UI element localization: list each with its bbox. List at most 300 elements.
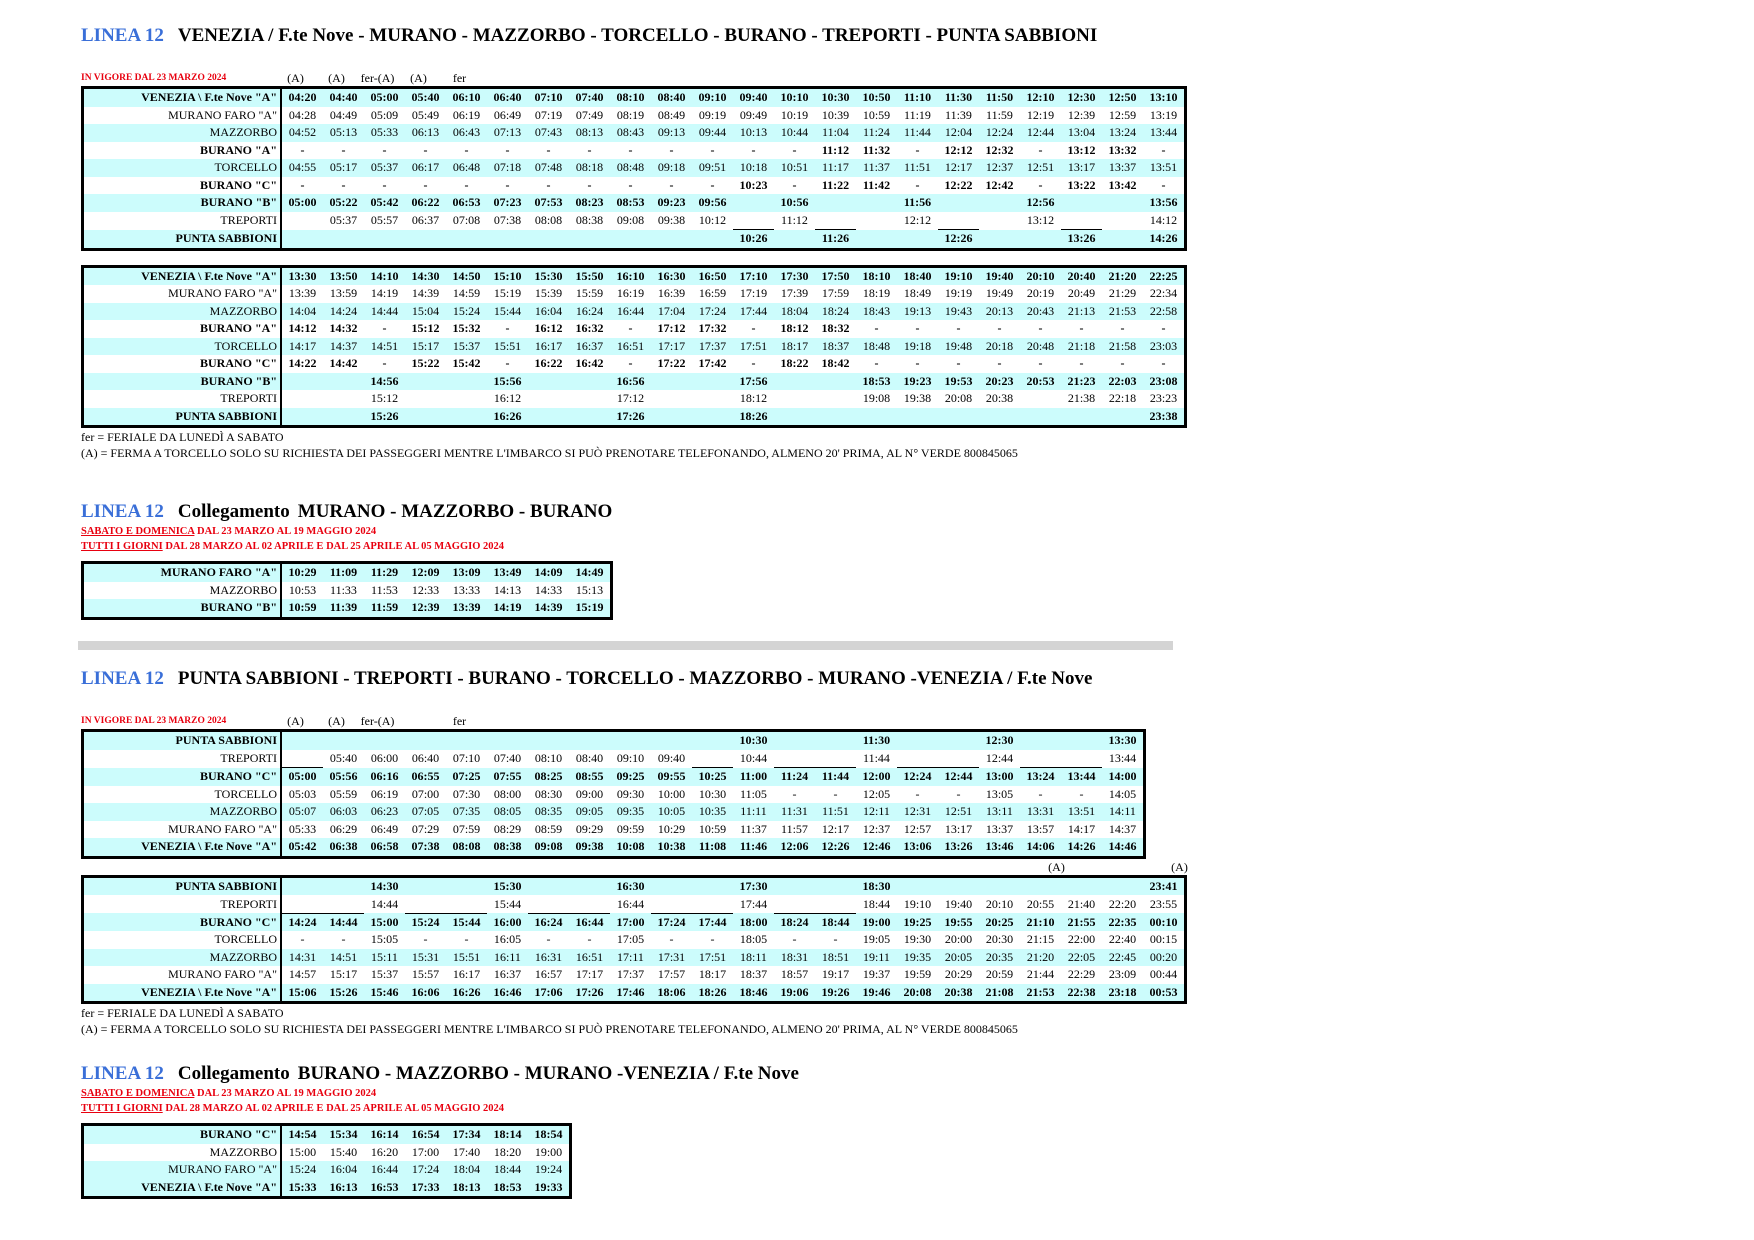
departure-time: -: [792, 786, 797, 801]
departure-time: [733, 194, 774, 212]
departure-time: 08:13: [569, 124, 610, 142]
departure-time: 15:37: [446, 338, 487, 356]
departure-time: 18:06: [651, 984, 692, 1003]
note-fer: fer = FERIALE DA LUNEDÌ A SABATO: [81, 430, 284, 444]
departure-time: 19:17: [821, 967, 850, 982]
validity-daily: [81, 1101, 799, 1116]
departure-time: 08:23: [569, 194, 610, 212]
departure-time: [938, 750, 979, 768]
departure-time: 10:12: [698, 213, 727, 227]
departure-time: 14:24: [281, 913, 323, 931]
departure-time: 13:57: [1026, 821, 1055, 836]
table-row: [83, 1125, 571, 1144]
departure-time: 16:22: [534, 356, 563, 371]
departure-time: 12:51: [938, 803, 979, 821]
departure-time: [569, 230, 610, 250]
section-divider: [78, 641, 1173, 650]
departure-time: 17:04: [651, 303, 692, 321]
departure-time: 15:56: [487, 373, 528, 391]
departure-time: 22:38: [1061, 984, 1102, 1003]
departure-time: 10:44: [739, 751, 768, 765]
departure-time: 11:57: [781, 821, 808, 836]
line-number: LINEA 12: [81, 668, 164, 689]
departure-time: -: [997, 321, 1002, 336]
departure-time: 17:50: [815, 266, 856, 285]
departure-time: 06:37: [411, 213, 440, 227]
departure-time: 17:51: [692, 949, 733, 967]
departure-time: 10:05: [651, 803, 692, 821]
departure-time: 17:37: [692, 338, 733, 356]
departure-time: 20:00: [944, 932, 973, 947]
departure-time: 18:57: [780, 967, 809, 982]
departure-time: 08:10: [610, 88, 651, 107]
departure-time: [815, 408, 856, 427]
departure-time: 09:59: [616, 821, 645, 836]
departure-time: -: [464, 142, 469, 157]
departure-time: 08:55: [569, 768, 610, 786]
departure-time: [979, 212, 1020, 230]
departure-time: 05:57: [370, 213, 399, 227]
departure-time: [651, 731, 692, 750]
departure-time: 20:19: [1026, 286, 1055, 301]
departure-time: 20:25: [979, 913, 1020, 931]
table-row: [83, 88, 1186, 107]
departure-time: 11:53: [371, 582, 398, 597]
departure-time: 05:00: [281, 768, 323, 786]
stop-name: PUNTA SABBIONI: [83, 408, 282, 427]
departure-time: [979, 876, 1020, 895]
departure-time: 19:25: [897, 913, 938, 931]
departure-time: 15:19: [493, 286, 522, 301]
departure-time: 18:19: [862, 286, 891, 301]
departure-time: 14:44: [370, 896, 399, 911]
departure-time: 14:39: [528, 599, 569, 618]
departure-time: [815, 390, 856, 408]
departure-time: 09:05: [569, 803, 610, 821]
departure-time: 11:09: [323, 563, 364, 582]
departure-time: 16:44: [569, 913, 610, 931]
route-name: VENEZIA / F.te Nove - MURANO - MAZZORBO - TORCELLO - BURANO - TREPORTI - PUNTA SABBIONI: [177, 25, 1098, 46]
departure-time: 11:26: [815, 230, 856, 250]
table-row: [83, 750, 1145, 768]
departure-time: 15:17: [329, 967, 358, 982]
departure-time: 18:30: [856, 876, 897, 895]
departure-time: 10:59: [698, 821, 727, 836]
stop-name: VENEZIA \ F.te Nove "A": [83, 88, 282, 107]
departure-time: 08:10: [534, 751, 563, 765]
table-row: [83, 599, 612, 618]
departure-time: 17:00: [411, 1144, 440, 1159]
departure-time: 13:04: [1061, 124, 1102, 142]
departure-time: 21:13: [1061, 303, 1102, 321]
departure-time: [323, 876, 364, 895]
departure-time: 16:05: [493, 932, 522, 947]
table-row: [83, 320, 1186, 338]
departure-time: [815, 194, 856, 212]
departure-time: -: [1079, 786, 1084, 801]
departure-time: 17:30: [733, 876, 774, 895]
departure-time: 16:10: [610, 266, 651, 285]
departure-time: 11:17: [815, 159, 856, 177]
departure-time: 16:04: [528, 303, 569, 321]
departure-time: 06:49: [370, 821, 399, 836]
stop-name: BURANO "C": [83, 1125, 282, 1144]
departure-time: -: [792, 142, 797, 157]
departure-time: [528, 230, 569, 250]
validity-daily-period: DAL 28 MARZO AL 02 APRILE E DAL 25 APRILE AL 05 MAGGIO 2024: [162, 541, 505, 552]
departure-time: 20:48: [1020, 338, 1061, 356]
departure-time: 06:40: [487, 88, 528, 107]
departure-time: 16:24: [528, 913, 569, 931]
departure-time: 14:57: [288, 967, 317, 982]
departure-time: 19:11: [856, 949, 897, 967]
departure-time: 07:25: [446, 768, 487, 786]
departure-time: 06:49: [493, 107, 522, 122]
departure-time: 23:09: [1108, 967, 1137, 982]
departure-time: 11:59: [364, 599, 405, 618]
departure-time: 15:31: [405, 949, 446, 967]
departure-time: 00:44: [1149, 967, 1178, 982]
departure-time: 13:06: [897, 838, 938, 857]
departure-time: 12:22: [944, 177, 973, 192]
departure-time: -: [1161, 321, 1166, 336]
departure-time: 12:05: [862, 786, 891, 801]
table-row: [83, 285, 1186, 303]
departure-time: 06:13: [405, 124, 446, 142]
departure-time: 09:51: [692, 159, 733, 177]
departure-time: [569, 731, 610, 750]
departure-time: 18:32: [821, 321, 850, 336]
departure-time: 22:18: [1108, 391, 1137, 406]
section-title: [81, 667, 1187, 691]
departure-time: 19:30: [903, 932, 932, 947]
departure-time: 09:08: [528, 838, 569, 857]
departure-time: 18:17: [698, 967, 727, 982]
departure-time: 08:40: [651, 88, 692, 107]
table-row: [83, 266, 1186, 285]
departure-time: 13:24: [1102, 124, 1143, 142]
departure-time: 17:00: [610, 913, 651, 931]
departure-time: [528, 731, 569, 750]
departure-time: [774, 373, 815, 391]
departure-time: 19:53: [938, 373, 979, 391]
departure-time: 05:09: [370, 107, 399, 122]
departure-time: 16:11: [487, 949, 528, 967]
table-row: [83, 731, 1145, 750]
departure-time: 19:40: [944, 896, 973, 911]
validity-label: IN VIGORE DAL 23 MARZO 2024: [81, 73, 227, 83]
departure-time: [1102, 194, 1143, 212]
departure-time: 18:04: [774, 303, 815, 321]
departure-time: [323, 390, 364, 408]
mark: (A): [1048, 859, 1065, 874]
departure-time: 14:44: [323, 913, 364, 931]
departure-time: 12:30: [1061, 88, 1102, 107]
stop-name: TORCELLO: [83, 338, 282, 356]
departure-time: 09:29: [575, 821, 604, 836]
departure-time: 15:00: [288, 1144, 317, 1159]
validity-weekend-days: SABATO E DOMENICA: [81, 1088, 195, 1099]
departure-time: 16:54: [405, 1125, 446, 1144]
departure-time: 16:39: [657, 286, 686, 301]
table-row: [83, 338, 1186, 356]
departure-time: -: [956, 321, 961, 336]
departure-time: 10:51: [774, 159, 815, 177]
departure-time: -: [1161, 177, 1166, 192]
departure-time: 20:49: [1067, 286, 1096, 301]
departure-time: [1061, 731, 1102, 750]
table-row: [83, 303, 1186, 321]
departure-time: 16:26: [446, 984, 487, 1003]
departure-time: 07:55: [487, 768, 528, 786]
stop-name: BURANO "A": [83, 142, 282, 160]
departure-time: -: [874, 321, 879, 336]
departure-time: 21:40: [1067, 896, 1096, 911]
departure-time: 07:05: [405, 803, 446, 821]
departure-time: [1020, 230, 1061, 250]
departure-time: 20:23: [979, 373, 1020, 391]
departure-time: 20:08: [897, 984, 938, 1003]
route-name: MURANO - MAZZORBO - BURANO: [297, 501, 613, 522]
departure-time: [569, 895, 610, 913]
departure-time: 22:58: [1143, 303, 1186, 321]
departure-time: [692, 408, 733, 427]
departure-time: 15:50: [569, 266, 610, 285]
departure-time: [774, 731, 815, 750]
departure-time: [897, 731, 938, 750]
departure-time: 17:46: [610, 984, 651, 1003]
departure-time: 14:46: [1102, 838, 1145, 857]
validity-weekend-days: SABATO E DOMENICA: [81, 526, 195, 537]
departure-time: 07:59: [452, 821, 481, 836]
departure-time: 21:55: [1061, 913, 1102, 931]
departure-time: 13:42: [1108, 177, 1137, 192]
departure-time: [815, 750, 856, 768]
departure-time: 00:53: [1143, 984, 1186, 1003]
departure-time: 13:30: [1102, 731, 1145, 750]
departure-time: [446, 408, 487, 427]
departure-time: 11:08: [692, 838, 733, 857]
departure-time: [774, 390, 815, 408]
departure-time: [446, 876, 487, 895]
departure-time: 16:04: [323, 1161, 364, 1179]
stop-name: MURANO FARO "A": [83, 966, 282, 984]
departure-time: 16:12: [534, 321, 563, 336]
departure-time: 04:49: [329, 107, 358, 122]
departure-time: [364, 230, 405, 250]
departure-time: 20:10: [985, 896, 1014, 911]
departure-time: 09:30: [616, 786, 645, 801]
departure-time: 14:56: [364, 373, 405, 391]
departure-time: -: [628, 321, 633, 336]
departure-time: 10:39: [821, 107, 850, 122]
departure-time: [323, 408, 364, 427]
departure-time: 07:08: [452, 213, 481, 227]
departure-time: 11:56: [897, 194, 938, 212]
departure-time: 15:44: [493, 896, 522, 911]
departure-time: 07:38: [493, 213, 522, 227]
departure-time: 07:40: [569, 88, 610, 107]
departure-time: 11:32: [862, 142, 891, 157]
departure-time: 22:29: [1067, 967, 1096, 982]
departure-time: 16:19: [616, 286, 645, 301]
departure-time: [610, 230, 651, 250]
departure-time: 21:10: [1020, 913, 1061, 931]
departure-time: 12:09: [405, 563, 446, 582]
departure-time: 14:49: [569, 563, 612, 582]
departure-time: 09:08: [616, 213, 645, 227]
departure-time: [1061, 194, 1102, 212]
stop-name: MAZZORBO: [83, 124, 282, 142]
validity-daily: [81, 539, 613, 554]
stop-name: BURANO "C": [83, 768, 282, 786]
departure-time: [774, 876, 815, 895]
departure-time: 08:18: [569, 159, 610, 177]
departure-time: 13:05: [985, 786, 1014, 801]
departure-time: 16:26: [487, 408, 528, 427]
departure-time: [856, 194, 897, 212]
departure-time: 14:06: [1020, 838, 1061, 857]
departure-time: 20:43: [1020, 303, 1061, 321]
stop-name: MAZZORBO: [83, 303, 282, 321]
collegamento-label: Collegamento: [177, 1063, 290, 1084]
departure-time: 14:19: [487, 599, 528, 618]
departure-time: [774, 750, 815, 768]
departure-time: 10:56: [774, 194, 815, 212]
departure-time: -: [833, 932, 838, 947]
departure-time: -: [300, 177, 305, 192]
departure-time: 05:40: [329, 751, 358, 765]
departure-time: [487, 230, 528, 250]
mark: (A): [328, 71, 345, 85]
stop-name: VENEZIA \ F.te Nove "A": [83, 838, 282, 857]
departure-time: 19:49: [985, 286, 1014, 301]
departure-time: 13:44: [1143, 124, 1186, 142]
departure-time: 19:55: [938, 913, 979, 931]
departure-time: 08:30: [534, 786, 563, 801]
departure-time: -: [628, 356, 633, 371]
departure-time: 05:42: [364, 194, 405, 212]
stop-name: BURANO "B": [83, 194, 282, 212]
departure-time: 13:10: [1143, 88, 1186, 107]
table-row: [83, 142, 1186, 160]
departure-time: -: [1161, 142, 1166, 157]
departure-time: 10:44: [774, 124, 815, 142]
departure-time: [651, 408, 692, 427]
departure-time: [692, 895, 733, 913]
departure-time: 19:05: [862, 932, 891, 947]
departure-time: 16:12: [493, 391, 522, 406]
departure-time: 15:26: [364, 408, 405, 427]
departure-time: 12:59: [1108, 107, 1137, 122]
departure-time: 14:19: [370, 286, 399, 301]
departure-time: 13:17: [1061, 159, 1102, 177]
departure-time: 16:20: [370, 1144, 399, 1159]
departure-time: 12:04: [938, 124, 979, 142]
departure-time: 17:57: [657, 967, 686, 982]
departure-time: 12:37: [862, 821, 891, 836]
departure-time: -: [382, 142, 387, 157]
table-row: [83, 1179, 571, 1198]
departure-time: 20:38: [938, 984, 979, 1003]
departure-time: -: [669, 932, 674, 947]
departure-time: 16:51: [610, 338, 651, 356]
departure-time: [938, 408, 979, 427]
departure-time: 11:39: [945, 107, 972, 122]
departure-time: 13:44: [1108, 751, 1137, 765]
departure-time: 11:19: [904, 107, 931, 122]
departure-time: 18:31: [774, 949, 815, 967]
table-row: [83, 230, 1186, 250]
departure-time: 21:29: [1108, 286, 1137, 301]
departure-time: 14:24: [323, 303, 364, 321]
departure-time: 11:30: [856, 731, 897, 750]
departure-time: 17:40: [452, 1144, 481, 1159]
stop-name: MAZZORBO: [83, 1144, 282, 1162]
marks-header: [81, 713, 1187, 729]
departure-time: 06:38: [323, 838, 364, 857]
departure-time: 10:00: [657, 786, 686, 801]
departure-time: 13:33: [452, 582, 481, 597]
departure-time: 16:44: [616, 896, 645, 911]
departure-time: [651, 895, 692, 913]
departure-time: -: [382, 356, 387, 371]
departure-time: 12:57: [903, 821, 932, 836]
stop-name: MURANO FARO "A": [83, 285, 282, 303]
departure-time: 14:09: [528, 563, 569, 582]
table-row: [83, 194, 1186, 212]
departure-time: [733, 212, 774, 230]
departure-time: 05:13: [323, 124, 364, 142]
departure-time: [405, 390, 446, 408]
departure-time: 21:38: [1067, 391, 1096, 406]
departure-time: 11:39: [323, 599, 364, 618]
departure-time: 06:00: [370, 751, 399, 765]
departure-time: 15:19: [569, 599, 612, 618]
departure-time: 08:40: [575, 751, 604, 765]
stop-name: TORCELLO: [83, 159, 282, 177]
departure-time: 18:12: [739, 391, 768, 406]
departure-time: [1061, 212, 1102, 230]
departure-time: -: [505, 356, 510, 371]
departure-time: 05:00: [281, 194, 323, 212]
departure-time: 14:17: [1067, 821, 1096, 836]
departure-time: 15:37: [370, 967, 399, 982]
timetable: [81, 265, 1187, 429]
departure-time: 19:18: [897, 338, 938, 356]
departure-time: 19:23: [897, 373, 938, 391]
departure-time: 14:37: [1108, 821, 1137, 836]
departure-time: 11:24: [856, 124, 897, 142]
stop-name: MAZZORBO: [83, 582, 282, 600]
departure-time: [815, 731, 856, 750]
departure-time: 09:44: [692, 124, 733, 142]
departure-time: 13:12: [1067, 142, 1096, 157]
mark: fer: [452, 71, 467, 85]
departure-time: 19:19: [944, 286, 973, 301]
departure-time: 13:39: [446, 599, 487, 618]
departure-time: 17:24: [405, 1161, 446, 1179]
departure-time: 09:25: [610, 768, 651, 786]
line-number: LINEA 12: [81, 1063, 164, 1084]
departure-time: 12:26: [815, 838, 856, 857]
departure-time: -: [751, 356, 756, 371]
departure-time: 13:00: [979, 768, 1020, 786]
departure-time: 12:31: [897, 803, 938, 821]
departure-time: -: [1038, 356, 1043, 371]
departure-time: 10:30: [698, 786, 727, 801]
departure-time: 17:51: [733, 338, 774, 356]
